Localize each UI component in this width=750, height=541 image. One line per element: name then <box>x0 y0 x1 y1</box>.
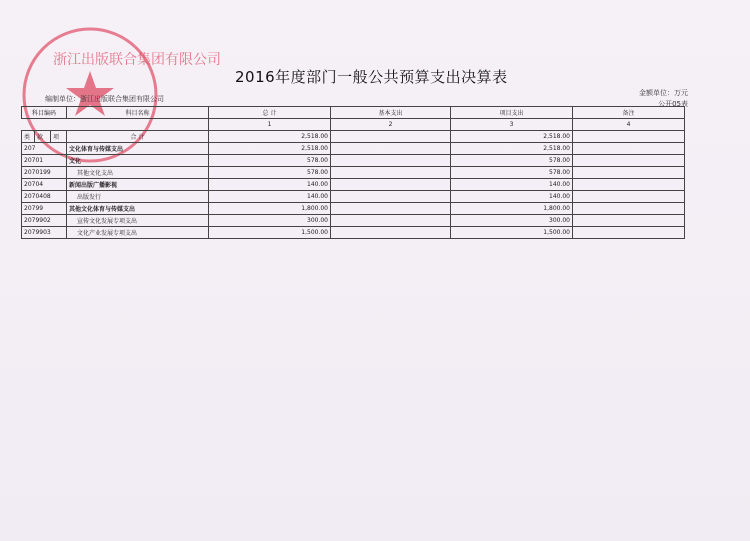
unit-label: 金额单位：万元 <box>639 89 688 97</box>
subject-code-header: 科目编码 <box>22 107 67 119</box>
row-total: 2,518.00 <box>209 143 331 155</box>
row-project: 140.00 <box>451 191 573 203</box>
row-project: 2,518.00 <box>451 143 573 155</box>
sum-label: 合 计 <box>67 131 209 143</box>
row-code: 2079903 <box>22 227 67 239</box>
row-code: 20799 <box>22 203 67 215</box>
row-project: 300.00 <box>451 215 573 227</box>
sum-total: 2,518.00 <box>209 131 331 143</box>
row-name: 其他文化体育与传媒支出 <box>67 203 209 215</box>
row-project: 578.00 <box>451 167 573 179</box>
row-name: 出版发行 <box>67 191 209 203</box>
basic-header: 基本支出 <box>331 107 451 119</box>
row-name: 其他文化支出 <box>67 167 209 179</box>
row-total: 140.00 <box>209 179 331 191</box>
column-number-4: 4 <box>573 119 685 131</box>
row-project: 1,800.00 <box>451 203 573 215</box>
row-total: 578.00 <box>209 167 331 179</box>
page-title: 2016年度部门一般公共预算支出决算表 <box>235 68 508 86</box>
row-project: 578.00 <box>451 155 573 167</box>
table-code: 公开05表 <box>658 100 688 108</box>
row-name: 宣传文化发展专项支出 <box>67 215 209 227</box>
kind-class: 类 <box>22 131 35 143</box>
column-number-3: 3 <box>451 119 573 131</box>
kind-item: 项 <box>51 131 67 143</box>
column-number-2: 2 <box>331 119 451 131</box>
row-project: 1,500.00 <box>451 227 573 239</box>
row-code: 2070408 <box>22 191 67 203</box>
row-code: 2079902 <box>22 215 67 227</box>
row-total: 1,800.00 <box>209 203 331 215</box>
organization-label: 编制单位：浙江出版联合集团有限公司 <box>45 95 164 103</box>
column-number-1: 1 <box>209 119 331 131</box>
row-name: 新闻出版广播影视 <box>67 179 209 191</box>
row-code: 20701 <box>22 155 67 167</box>
kind-section: 款 <box>35 131 51 143</box>
row-name: 文化 <box>67 155 209 167</box>
row-total: 300.00 <box>209 215 331 227</box>
svg-text:浙江出版联合集团有限公司: 浙江出版联合集团有限公司 <box>53 52 221 68</box>
row-name: 文化体育与传媒支出 <box>67 143 209 155</box>
row-code: 20704 <box>22 179 67 191</box>
expenditure-table <box>21 106 685 239</box>
row-project: 140.00 <box>451 179 573 191</box>
note-header: 备注 <box>573 107 685 119</box>
project-header: 项目支出 <box>451 107 573 119</box>
sum-project: 2,518.00 <box>451 131 573 143</box>
row-total: 578.00 <box>209 155 331 167</box>
row-total: 140.00 <box>209 191 331 203</box>
row-code: 2070199 <box>22 167 67 179</box>
total-header: 总 计 <box>209 107 331 119</box>
subject-name-header: 科目名称 <box>67 107 209 119</box>
row-code: 207 <box>22 143 67 155</box>
row-name: 文化产业发展专项支出 <box>67 227 209 239</box>
row-total: 1,500.00 <box>209 227 331 239</box>
